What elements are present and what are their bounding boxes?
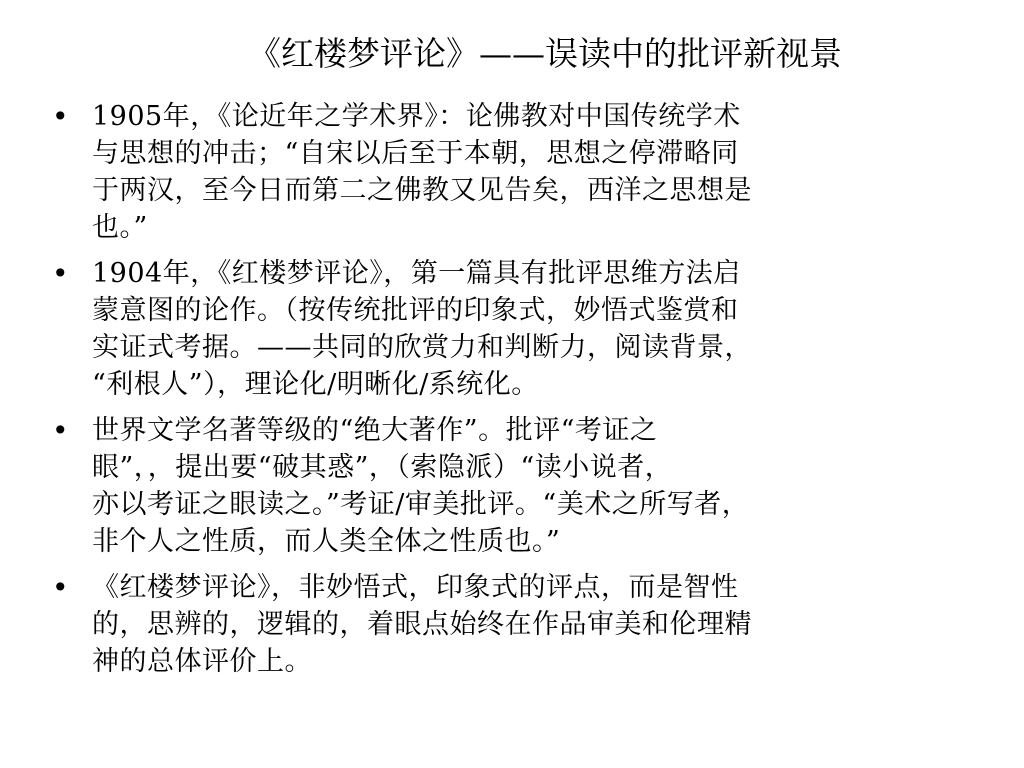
text-line: 神的总体评价上。 [92, 646, 312, 677]
bullet-item [52, 98, 952, 246]
bullet-text [92, 255, 952, 403]
text-line: 世界文学名著等级的“绝大著作”。批评“考证之 [92, 415, 658, 446]
text-line: 实证式考据。——共同的欣赏力和判断力，阅读背景， [92, 332, 752, 363]
text-line: 蒙意图的论作。（按传统批评的印象式，妙悟式鉴赏和 [92, 295, 739, 326]
bullet-item [52, 412, 952, 560]
bullet-marker: • [52, 414, 69, 447]
text-line: 非个人之性质，而人类全体之性质也。” [92, 526, 561, 557]
text-line: 眼”，，提出要“破其惑”，（索隐派）“读小说者， [92, 452, 673, 483]
text-line: 《红楼梦评论》，非妙悟式，印象式的评点，而是智性 [92, 572, 739, 603]
bullet-item [52, 569, 952, 680]
text-line: 与思想的冲击；“自宋以后至于本朝，思想之停滞略同 [92, 138, 739, 169]
text-line: 的，思辨的，逻辑的，着眼点始终在作品审美和伦理精 [92, 609, 752, 640]
bullet-text [92, 569, 952, 680]
text-line: “利根人”），理论化/明晰化/系统化。 [92, 369, 539, 400]
bullet-marker: • [52, 571, 69, 604]
bullet-list [52, 98, 952, 689]
bullet-marker: • [52, 257, 69, 290]
slide-title: 《红楼梦评论》——误读中的批评新视景 [248, 34, 842, 73]
bullet-text [92, 98, 952, 246]
text-line: 1904年，《红楼梦评论》，第一篇具有批评思维方法启 [92, 258, 741, 289]
text-line: 1905年，《论近年之学术界》：论佛教对中国传统学术 [92, 101, 741, 132]
text-line: 于两汉，至今日而第二之佛教又见告矣，西洋之思想是 [92, 175, 752, 206]
text-line: 亦以考证之眼读之。”考证/审美批评。“美术之所写者， [92, 489, 750, 520]
bullet-item [52, 255, 952, 403]
bullet-text [92, 412, 952, 560]
text-line: 也。” [92, 212, 148, 243]
bullet-marker: • [52, 100, 69, 133]
